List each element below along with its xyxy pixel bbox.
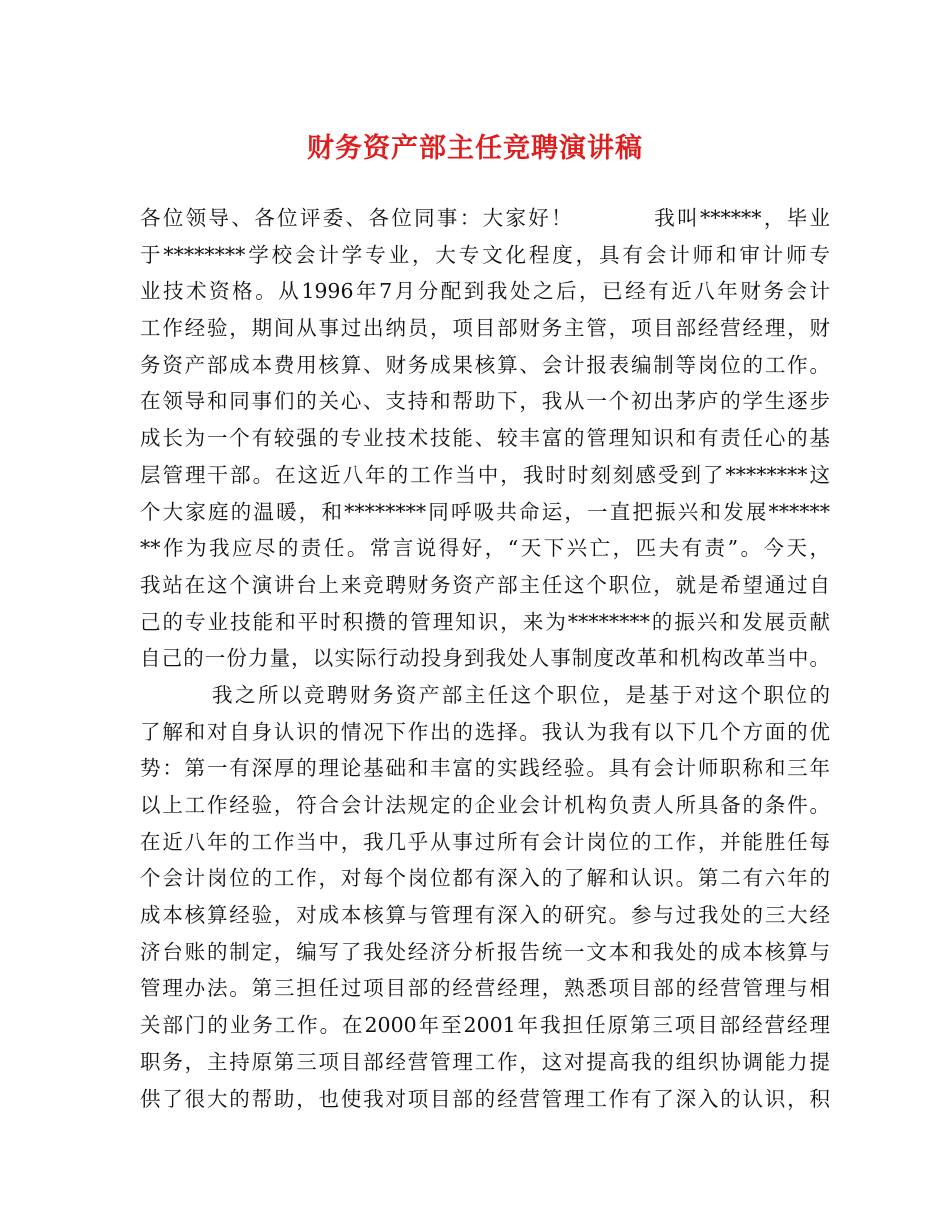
- text-line: 成本核算经验，对成本核算与管理有深入的研究。参与过我处的三大经: [140, 903, 830, 928]
- text-line: 职务，主持原第三项目部经营管理工作，这对提高我的组织协调能力提: [140, 1049, 830, 1074]
- text-line: 供了很大的帮助，也使我对项目部的经营管理工作有了深入的认识，积: [140, 1086, 830, 1111]
- text-line: 业技术资格。从1996年7月分配到我处之后，已经有近八年财务会计: [140, 279, 830, 304]
- text-line: 济台账的制定，编写了我处经济分析报告统一文本和我处的成本核算与: [140, 939, 830, 964]
- paragraph-start-line: 我之所以竞聘财务资产部主任这个职位，是基于对这个职位的: [212, 682, 830, 707]
- text-line: 个会计岗位的工作，对每个岗位都有深入的了解和认识。第二有六年的: [140, 866, 830, 891]
- document-body: [140, 200, 830, 1117]
- text-line: 己的专业技能和平时积攒的管理知识，来为********的振兴和发展贡献: [140, 609, 830, 634]
- text-line: 了解和对自身认识的情况下作出的选择。我认为我有以下几个方面的优: [140, 719, 830, 744]
- text-line: 工作经验，期间从事过出纳员，项目部财务主管，项目部经营经理，财: [140, 316, 830, 341]
- text-line: 自己的一份力量，以实际行动投身到我处人事制度改革和机构改革当中。: [140, 646, 830, 671]
- text-line: 管理办法。第三担任过项目部的经营经理，熟悉项目部的经营管理与相: [140, 976, 830, 1001]
- greeting-text: 各位领导、各位评委、各位同事：大家好！: [140, 206, 574, 230]
- text-line: 个大家庭的温暖，和********同呼吸共命运，一直把振兴和发展******: [140, 499, 830, 524]
- text-line: 我站在这个演讲台上来竞聘财务资产部主任这个职位，就是希望通过自: [140, 572, 830, 597]
- text-line: 以上工作经验，符合会计法规定的企业会计机构负责人所具备的条件。: [140, 793, 830, 817]
- intro-text: 我叫******，毕业: [651, 206, 831, 230]
- text-line: 势：第一有深厚的理论基础和丰富的实践经验。具有会计师职称和三年: [140, 756, 830, 781]
- document-title: 财务资产部主任竞聘演讲稿: [307, 133, 643, 164]
- text-line: 层管理干部。在这近八年的工作当中，我时时刻刻感受到了********这: [140, 462, 830, 487]
- text-line: 务资产部成本费用核算、财务成果核算、会计报表编制等岗位的工作。: [140, 352, 830, 377]
- text-line: 成长为一个有较强的专业技术技能、较丰富的管理知识和有责任心的基: [140, 426, 830, 451]
- text-line: 在领导和同事们的关心、支持和帮助下，我从一个初出茅庐的学生逐步: [140, 389, 830, 414]
- text-line: 在近八年的工作当中，我几乎从事过所有会计岗位的工作，并能胜任每: [140, 829, 830, 854]
- text-line: [140, 200, 830, 237]
- text-line: **作为我应尽的责任。常言说得好，“天下兴亡，匹夫有责”。今天，: [140, 536, 830, 561]
- text-line: 关部门的业务工作。在2000年至2001年我担任原第三项目部经营经理: [140, 1013, 830, 1038]
- text-line: 于********学校会计学专业，大专文化程度，具有会计师和审计师专: [140, 242, 830, 267]
